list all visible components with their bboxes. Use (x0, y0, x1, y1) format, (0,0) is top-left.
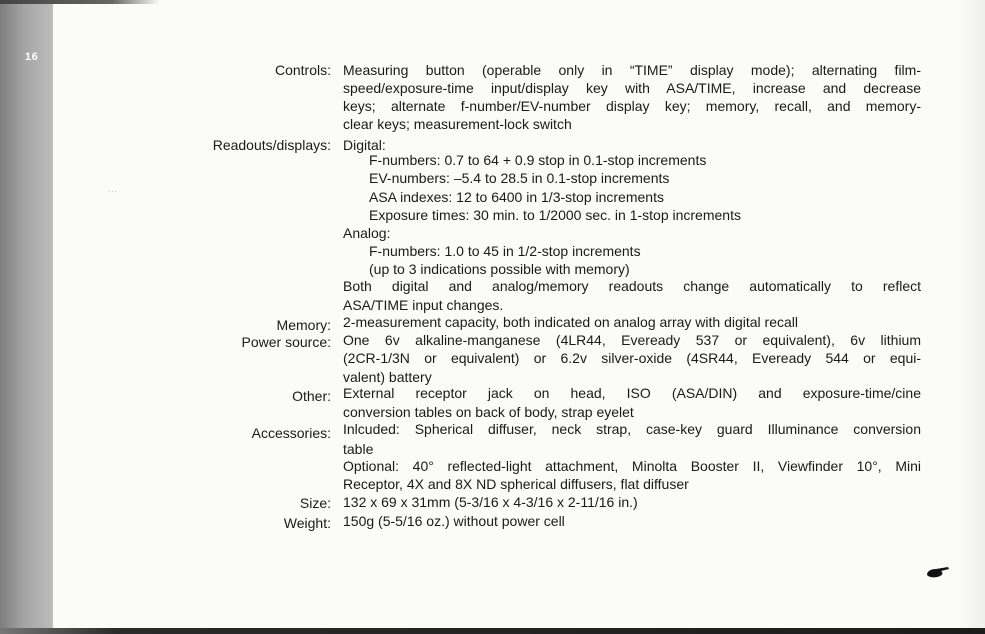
pointing-hand-icon (926, 566, 950, 579)
page-edge-strip (0, 0, 53, 634)
print-speck: ··· (108, 186, 117, 196)
digital-heading: Digital: (343, 137, 386, 153)
weight-label: Weight: (283, 515, 331, 531)
analog-item: F-numbers: 1.0 to 45 in 1/2-stop increments (369, 243, 641, 259)
other-label: Other: (292, 388, 331, 404)
digital-item: ASA indexes: 12 to 6400 in 1/3-stop increments (369, 189, 664, 205)
top-edge-rule (0, 0, 160, 4)
bottom-edge-rule (0, 628, 985, 634)
analog-heading: Analog: (343, 225, 391, 241)
memory-label: Memory: (276, 317, 331, 333)
accessories-included-line: Inlcuded: Spherical diffuser, neck strap, case-key guard Illuminance conversion (343, 421, 921, 437)
controls-line: clear keys; measurement-lock switch (343, 116, 572, 132)
digital-item: EV-numbers: –5.4 to 28.5 in 0.1-stop increments (369, 170, 670, 186)
other-line: External receptor jack on head, ISO (ASA/DIN) and exposure-time/cine (343, 385, 921, 401)
size-line: 132 x 69 x 31mm (5-3/16 x 4-3/16 x 2-11/16 in.) (343, 494, 638, 510)
other-line: conversion tables on back of body, strap eyelet (343, 404, 634, 420)
power-source-label: Power source: (241, 334, 331, 350)
controls-line: Measuring button (operable only in “TIME” display mode); alternating film- (343, 62, 921, 78)
size-label: Size: (299, 495, 331, 511)
readouts-summary-line: Both digital and analog/memory readouts change automatically to reflect (343, 278, 921, 294)
controls-line: speed/exposure-time input/display key with ASA/TIME, increase and decrease (343, 80, 921, 96)
digital-item: F-numbers: 0.7 to 64 + 0.9 stop in 0.1-stop increments (369, 152, 707, 168)
analog-item: (up to 3 indications possible with memory) (369, 261, 630, 277)
controls-label: Controls: (274, 62, 331, 78)
readouts-summary-line: ASA/TIME input changes. (343, 297, 504, 313)
power-source-line: One 6v alkaline-manganese (4LR44, Eveready 537 or equivalent), 6v lithium (343, 332, 921, 348)
power-source-line: valent) battery (343, 369, 432, 385)
memory-line: 2-measurement capacity, both indicated on analog array with digital recall (343, 314, 798, 330)
controls-line: keys; alternate f-number/EV-number display key; memory, recall, and memory- (343, 98, 921, 114)
accessories-label: Accessories: (251, 425, 331, 441)
weight-line: 150g (5-5/16 oz.) without power cell (343, 513, 565, 529)
right-edge-shade (959, 0, 985, 634)
power-source-line: (2CR-1/3N or equivalent) or 6.2v silver-oxide (4SR44, Eveready 544 or equi- (343, 350, 921, 366)
readouts-label: Readouts/displays: (212, 137, 331, 153)
digital-item: Exposure times: 30 min. to 1/2000 sec. in 1-stop increments (369, 207, 741, 223)
page-number: 16 (25, 51, 39, 63)
accessories-optional-line: Receptor, 4X and 8X ND spherical diffusers, flat diffuser (343, 476, 689, 492)
accessories-included-line: table (343, 441, 374, 457)
accessories-optional-line: Optional: 40° reflected-light attachment, Minolta Booster II, Viewfinder 10°, Mini (343, 458, 921, 474)
